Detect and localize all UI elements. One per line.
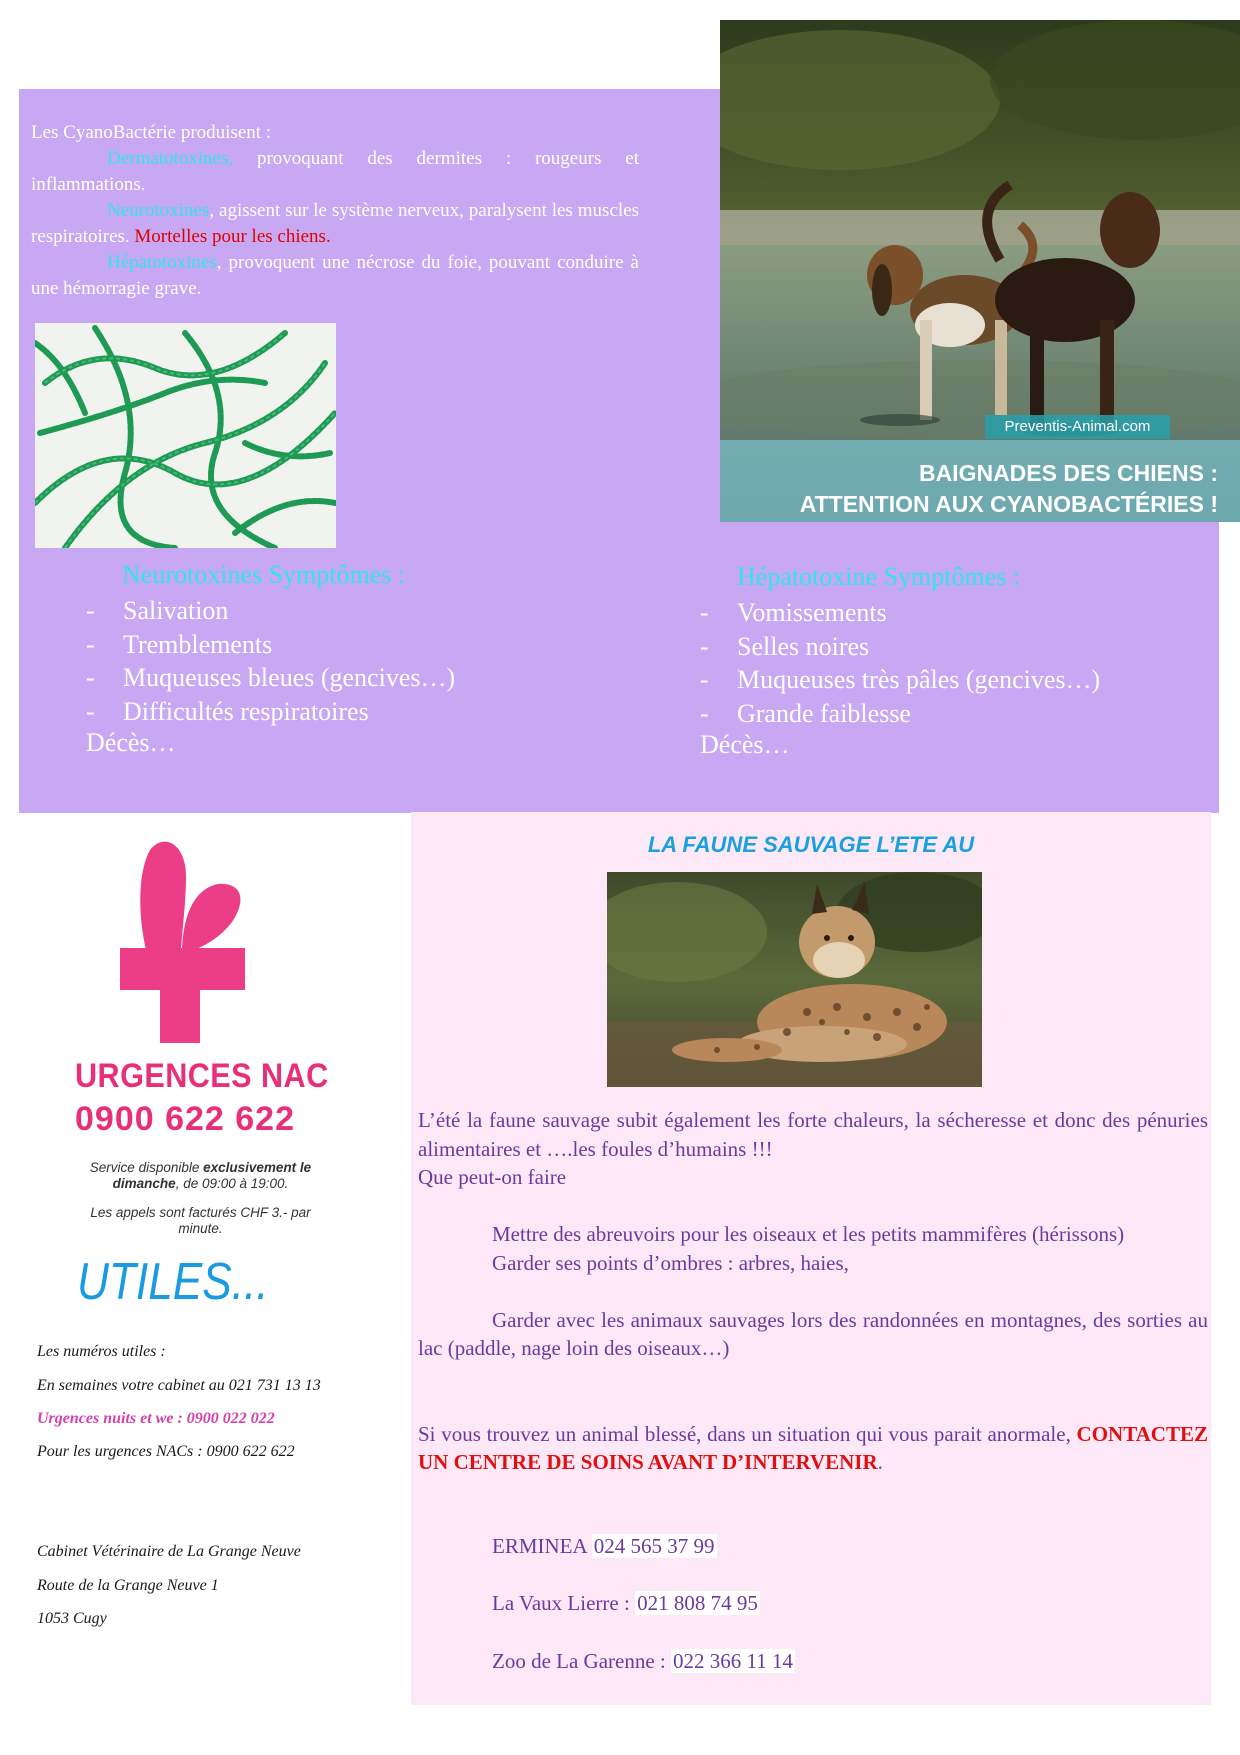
hepatotoxin-symptoms-heading: Hépatotoxine Symptômes :: [737, 562, 1021, 591]
photo-title-line1: BAIGNADES DES CHIENS :: [918, 460, 1218, 486]
neurotoxines-warning: Mortelles pour les chiens.: [134, 226, 331, 247]
wildlife-question: Que peut-on faire: [418, 1165, 567, 1189]
neurotoxines-term: Neurotoxines: [107, 200, 210, 221]
call-cost-note: Les appels sont facturés CHF 3.- par minute.: [90, 1205, 311, 1236]
list-item: - Grande faiblesse: [700, 697, 1200, 731]
hepatotoxines-term: Hépatotoxines: [107, 252, 217, 273]
list-item: - Difficultés respiratoires: [86, 695, 686, 729]
dogs-swimming-photo: [720, 20, 1240, 522]
neurotoxin-outcome: Décès…: [86, 728, 176, 757]
rabbit-cross-logo-icon: [120, 838, 245, 1043]
list-item: - Salivation: [86, 594, 686, 628]
clinic-weekday-number: En semaines votre cabinet au 021 731 13 13: [37, 1377, 321, 1394]
night-weekend-emergency-number: Urgences nuits et we : 0900 022 022: [37, 1410, 275, 1427]
service-days: exclusivement le dimanche: [112, 1160, 312, 1191]
care-centre-zoo-garenne: [492, 1647, 795, 1675]
care-centre-phone[interactable]: 022 366 11 14: [673, 1649, 793, 1673]
micrograph-illustration: [35, 323, 336, 548]
nac-emergency-phone[interactable]: 0900 622 622: [75, 1100, 295, 1138]
care-centre-name: ERMINEA: [492, 1534, 592, 1558]
care-centre-phone[interactable]: 024 565 37 99: [593, 1534, 715, 1558]
injured-animal-text: Si vous trouvez un animal blessé, dans un situation qui vous parait anormale,: [418, 1421, 1071, 1446]
clinic-street: Route de la Grange Neuve 1: [37, 1577, 219, 1594]
hepatotoxin-symptoms-list: [700, 596, 1200, 730]
service-prefix: Service disponible: [89, 1160, 204, 1175]
list-item: - Muqueuses très pâles (gencives…): [700, 663, 1200, 697]
lynx-photo: [607, 872, 982, 1087]
hepatotoxines-item: [31, 250, 639, 302]
care-centre-phone[interactable]: 021 808 74 95: [637, 1591, 758, 1615]
dermatotoxines-text: provoquant des dermites : rougeurs et inflammations.: [31, 148, 639, 195]
neurotoxin-symptoms-list: [86, 594, 686, 728]
dermatotoxines-term: Dermatotoxines,: [107, 148, 234, 169]
service-hours: , de 09:00 à 19:00.: [175, 1176, 289, 1191]
cyanobacteria-intro: [31, 120, 639, 302]
hepatotoxines-text: , provoquent une nécrose du foie, pouvant conduire à une hémorragie grave.: [31, 252, 639, 299]
lynx-photo-illustration: [607, 872, 982, 1087]
injured-animal-advice: [418, 1420, 1208, 1477]
utiles-heading: UTILES...: [77, 1253, 269, 1311]
list-item: - Selles noires: [700, 630, 1200, 664]
useful-numbers-label: Les numéros utiles :: [37, 1343, 166, 1360]
photo-title-line2: ATTENTION AUX CYANOBACTÉRIES !: [799, 491, 1218, 517]
neurotoxines-text: , agissent sur le système nerveux, paralysent les muscles respiratoires.: [31, 200, 639, 247]
dermatotoxines-item: [31, 146, 639, 198]
neurotoxin-symptoms-heading: Neurotoxines Symptômes :: [122, 560, 406, 589]
hepatotoxin-outcome: Décès…: [700, 730, 790, 759]
wildlife-tip-shade: Garder ses points d’ombres : arbres, haies,: [492, 1250, 849, 1275]
clinic-city: 1053 Cugy: [37, 1610, 107, 1627]
intro-line: Les CyanoBactérie produisent :: [31, 122, 272, 143]
neurotoxines-item: [31, 198, 639, 250]
cyanobacteria-micrograph: [35, 323, 336, 548]
list-item: - Tremblements: [86, 628, 686, 662]
service-availability: [78, 1160, 323, 1192]
contact-care-centre-warning: CONTACTEZ UN CENTRE DE SOINS AVANT D’INTERVENIR: [418, 1421, 1208, 1474]
list-item: - Vomissements: [700, 596, 1200, 630]
wildlife-tip-water: Mettre des abreuvoirs pour les oiseaux et les petits mammifères (hérissons): [492, 1222, 1125, 1246]
wildlife-paragraph-heat: L’été la faune sauvage subit également les forte chaleurs, la sécheresse et donc des pénuries alimentaires et ….les foules d’humains !!!: [418, 1108, 1208, 1161]
nac-emergency-number: Pour les urgences NACs : 0900 622 622: [37, 1443, 295, 1460]
nac-emergency-title: URGENCES NAC: [75, 1057, 329, 1095]
wildlife-title: LA FAUNE SAUVAGE L’ETE AU: [647, 832, 975, 857]
care-centre-vaux-lierre: [492, 1589, 760, 1617]
photo-credit: Preventis-Animal.com: [985, 415, 1170, 439]
wildlife-tip-distance: Garder avec les animaux sauvages lors des randonnées en montagnes, des sorties au lac (paddle, nage loin des oiseaux…): [418, 1307, 1208, 1360]
wildlife-text: [418, 1106, 1208, 1477]
care-centre-erminea: [492, 1532, 717, 1560]
care-centre-name: La Vaux Lierre :: [492, 1591, 636, 1615]
list-item: - Muqueuses bleues (gencives…): [86, 661, 686, 695]
clinic-name: Cabinet Vétérinaire de La Grange Neuve: [37, 1543, 301, 1560]
care-centre-name: Zoo de La Garenne :: [492, 1649, 672, 1673]
injured-animal-end: .: [877, 1450, 883, 1474]
